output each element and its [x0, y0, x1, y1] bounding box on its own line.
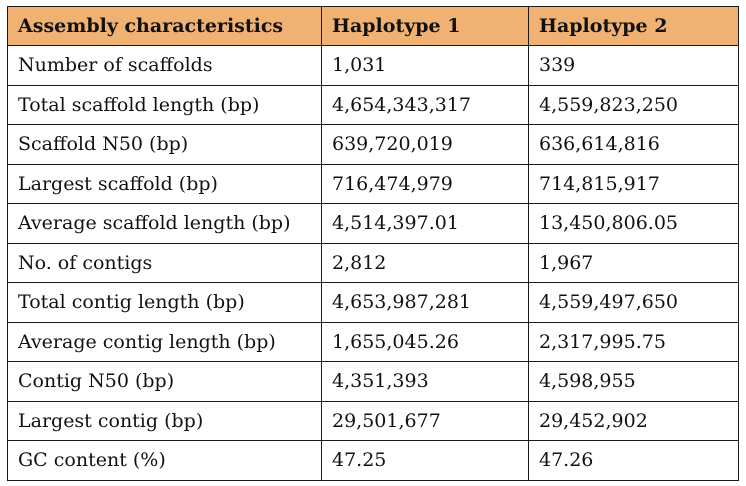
haplotype-1-value: 1,655,045.26: [322, 322, 529, 362]
haplotype-1-value: 4,654,343,317: [322, 85, 529, 125]
row-label: Largest scaffold (bp): [8, 164, 322, 204]
table-row: [8, 322, 739, 362]
row-label: GC content (%): [8, 441, 322, 481]
table-row: [8, 441, 739, 481]
column-header-characteristics: Assembly characteristics: [8, 7, 322, 46]
column-header-haplotype-2: Haplotype 2: [529, 7, 739, 46]
row-label: Scaffold N50 (bp): [8, 125, 322, 165]
table-row: [8, 164, 739, 204]
table-row: [8, 401, 739, 441]
table-row: [8, 125, 739, 165]
haplotype-1-value: 4,653,987,281: [322, 283, 529, 323]
assembly-statistics-table: [7, 6, 739, 481]
haplotype-2-value: 13,450,806.05: [529, 204, 739, 244]
row-label: No. of contigs: [8, 243, 322, 283]
row-label: Contig N50 (bp): [8, 362, 322, 402]
haplotype-2-value: 2,317,995.75: [529, 322, 739, 362]
haplotype-2-value: 714,815,917: [529, 164, 739, 204]
row-label: Largest contig (bp): [8, 401, 322, 441]
haplotype-1-value: 4,351,393: [322, 362, 529, 402]
row-label: Average contig length (bp): [8, 322, 322, 362]
haplotype-1-value: 639,720,019: [322, 125, 529, 165]
row-label: Average scaffold length (bp): [8, 204, 322, 244]
table-row: [8, 283, 739, 323]
table-row: [8, 85, 739, 125]
haplotype-1-value: 29,501,677: [322, 401, 529, 441]
haplotype-2-value: 29,452,902: [529, 401, 739, 441]
haplotype-2-value: 1,967: [529, 243, 739, 283]
haplotype-2-value: 4,598,955: [529, 362, 739, 402]
haplotype-2-value: 4,559,497,650: [529, 283, 739, 323]
haplotype-1-value: 4,514,397.01: [322, 204, 529, 244]
haplotype-2-value: 4,559,823,250: [529, 85, 739, 125]
table-row: [8, 243, 739, 283]
haplotype-2-value: 47.26: [529, 441, 739, 481]
haplotype-1-value: 1,031: [322, 46, 529, 86]
column-header-haplotype-1: Haplotype 1: [322, 7, 529, 46]
table-row: [8, 362, 739, 402]
haplotype-2-value: 636,614,816: [529, 125, 739, 165]
row-label: Total contig length (bp): [8, 283, 322, 323]
row-label: Number of scaffolds: [8, 46, 322, 86]
row-label: Total scaffold length (bp): [8, 85, 322, 125]
haplotype-2-value: 339: [529, 46, 739, 86]
haplotype-1-value: 47.25: [322, 441, 529, 481]
haplotype-1-value: 716,474,979: [322, 164, 529, 204]
table-row: [8, 46, 739, 86]
table-header-row: [8, 7, 739, 46]
haplotype-1-value: 2,812: [322, 243, 529, 283]
table-row: [8, 204, 739, 244]
